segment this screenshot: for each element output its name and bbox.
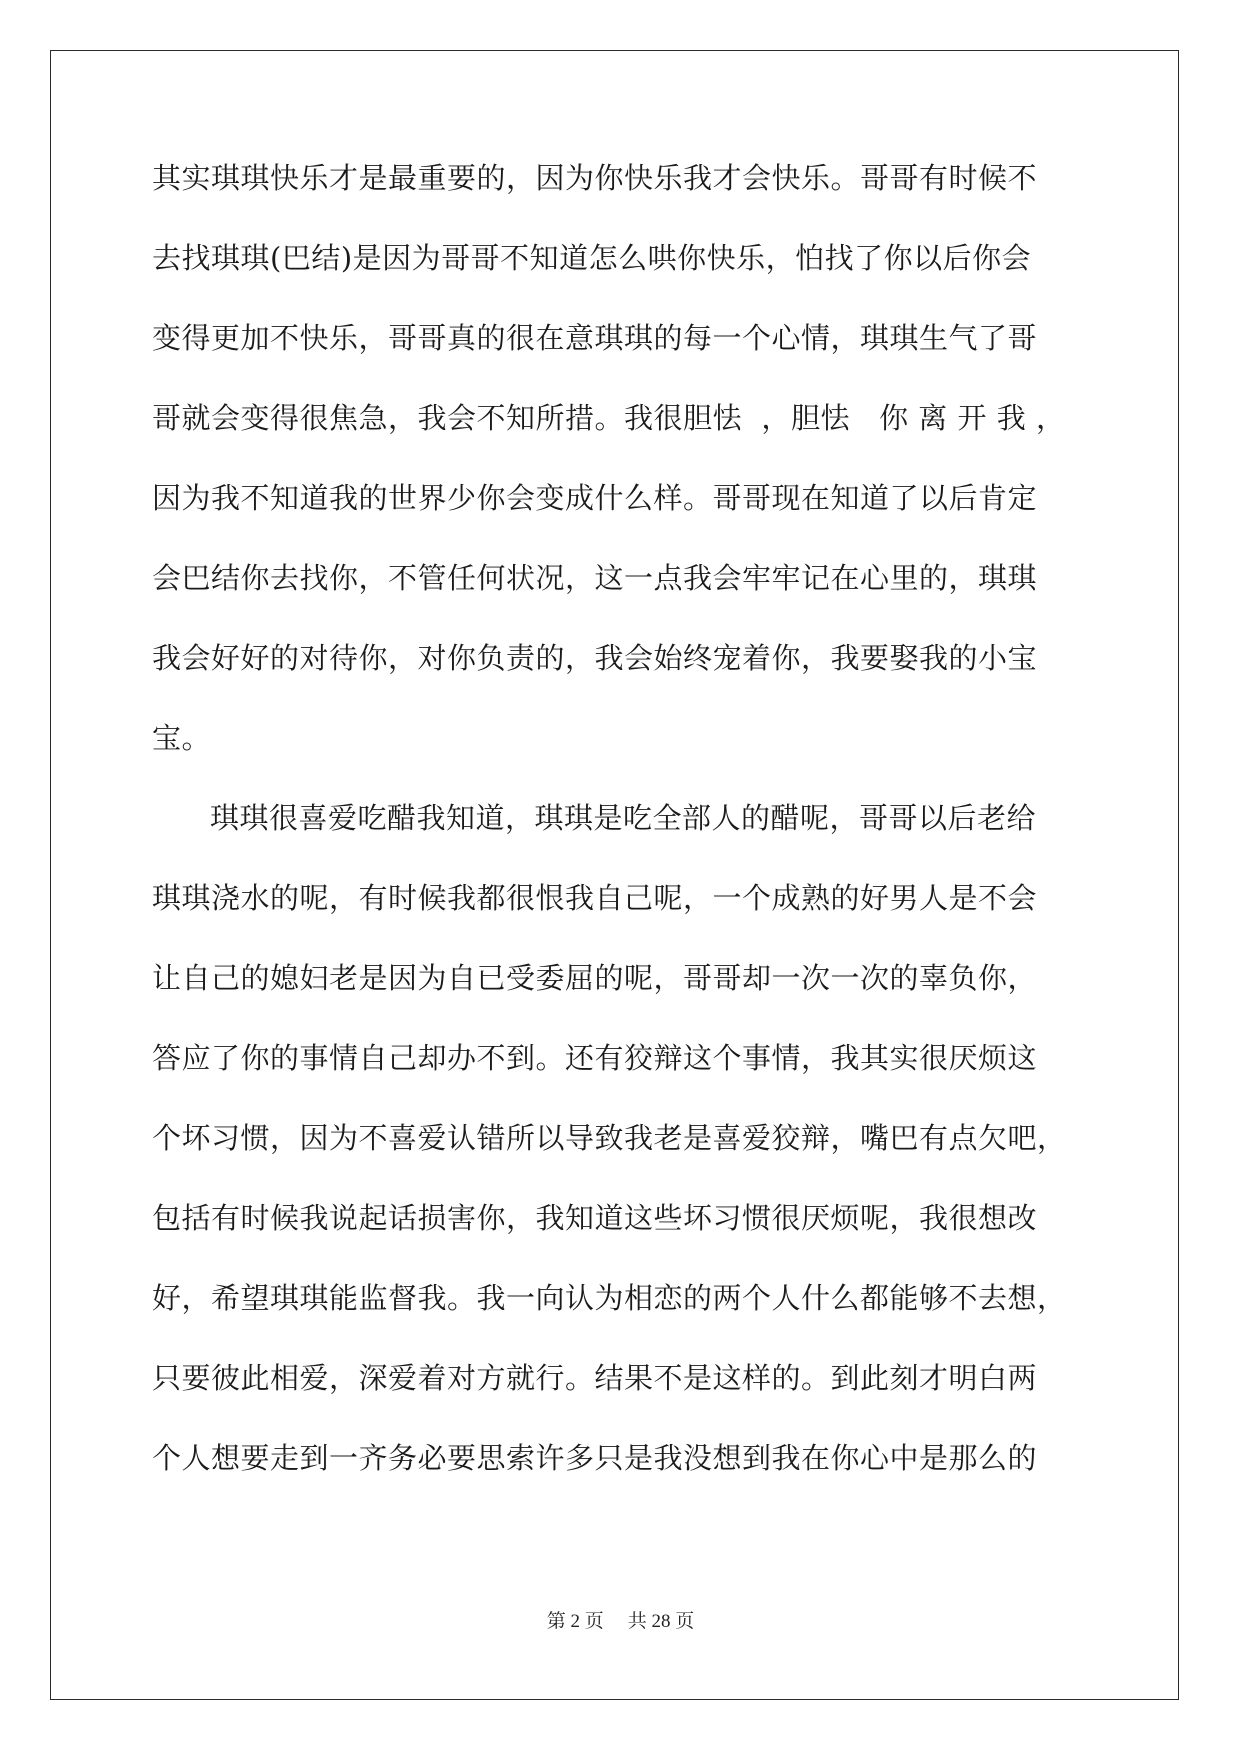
paragraph-start-line: 琪琪很喜爱吃醋我知道，琪琪是吃全部人的醋呢，哥哥以后老给 [210, 801, 1037, 835]
text-line: 去找琪琪(巴结)是因为哥哥不知道怎么哄你快乐，怕找了你以后你会 [152, 241, 1032, 275]
text-line: 只要彼此相爱，深爱着对方就行。结果不是这样的。到此刻才明白两 [152, 1361, 1038, 1395]
text-line: 个坏习惯，因为不喜爱认错所以导致我老是喜爱狡辩，嘴巴有点欠吧， [152, 1121, 1067, 1155]
text-line: 因为我不知道我的世界少你会变成什么样。哥哥现在知道了以后肯定 [152, 481, 1038, 515]
text-line: 我会好好的对待你，对你负责的，我会始终宠着你，我要娶我的小宝 [152, 641, 1038, 675]
text-line: 包括有时候我说起话损害你，我知道这些坏习惯很厌烦呢，我很想改 [152, 1201, 1038, 1235]
text-line: 宝。 [152, 721, 212, 755]
text-line: 会巴结你去找你，不管任何状况，这一点我会牢牢记在心里的，琪琪 [152, 561, 1038, 595]
text-line: 个人想要走到一齐务必要思索许多只是我没想到我在你心中是那么的 [152, 1441, 1038, 1475]
page-number: 第 2 页 [546, 1611, 604, 1632]
text-line: 答应了你的事情自己却办不到。还有狡辩这个事情，我其实很厌烦这 [152, 1041, 1038, 1075]
text-line: 好，希望琪琪能监督我。我一向认为相恋的两个人什么都能够不去想， [152, 1281, 1067, 1315]
text-line: 琪琪浇水的呢，有时候我都很恨我自己呢，一个成熟的好男人是不会 [152, 881, 1038, 915]
text-line: 让自己的媳妇老是因为自已受委屈的呢，哥哥却一次一次的辜负你， [152, 961, 1038, 995]
text-line: 其实琪琪快乐才是最重要的，因为你快乐我才会快乐。哥哥有时候不 [152, 161, 1038, 195]
page-total: 共 28 页 [627, 1611, 695, 1632]
text-line: 变得更加不快乐，哥哥真的很在意琪琪的每一个心情，琪琪生气了哥 [152, 321, 1038, 355]
page-footer [0, 1610, 1241, 1634]
text-line: 哥就会变得很焦急，我会不知所措。我很胆怯 ，胆怯 你 离 开 我 ， [152, 401, 1066, 435]
